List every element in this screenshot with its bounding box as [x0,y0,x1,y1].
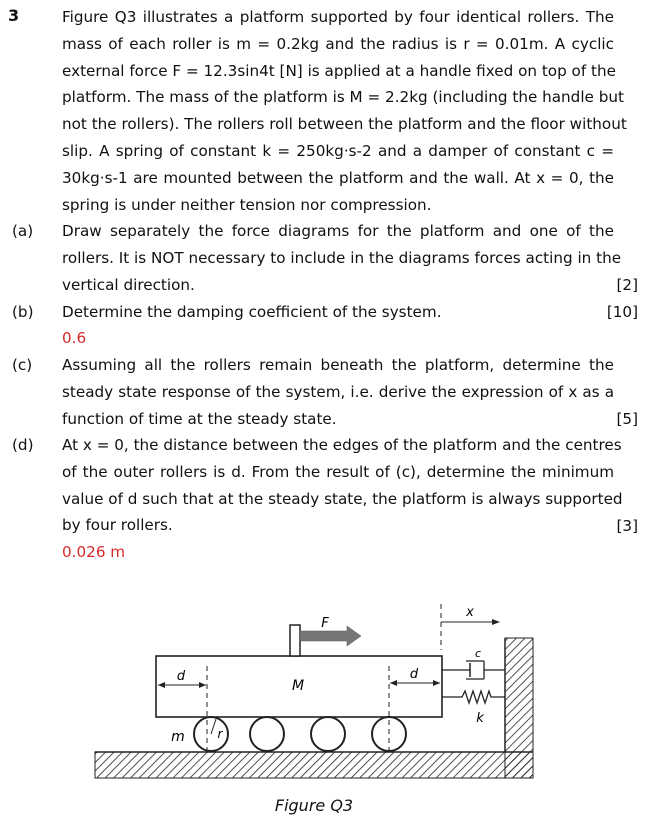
part-d-line: At x = 0, the distance between the edges of the platform and the centres [62,436,622,454]
part-d-line: of the outer rollers is d. From the result of (c), determine the minimum [62,462,614,481]
question-number: 3 [8,6,20,25]
part-c-line: Assuming all the rollers remain beneath the platform, determine the [62,356,614,374]
part-b-marks: [10] [606,303,638,321]
question-stem [62,4,627,218]
spring-label: k [476,711,484,726]
figure-q3 [0,590,658,795]
floor [95,752,533,778]
part-b-line: Determine the damping coefficient of the system. [62,303,442,321]
part-d-marks: [3] [616,517,638,535]
platform-mass-label: M [291,678,305,694]
stem-line: 30kg·s-1 are mounted between the platform and the wall. At x = 0, the [62,168,614,187]
part-d-line: value of d such that at the steady state, the platform is always supported [62,489,623,508]
wall [505,638,533,778]
part-a-line: Draw separately the force diagrams for the platform and one of the [62,222,614,240]
part-c-line: steady state response of the system, i.e. derive the expression of x as a [62,382,614,401]
part-b-text [62,299,614,326]
roller [250,717,284,751]
part-b-label: (b) [12,303,34,321]
part-a-label: (a) [12,222,34,240]
part-c-line: function of time at the steady state. [62,409,337,428]
part-d-text [62,432,623,539]
part-d-label: (d) [12,436,34,454]
figure-caption: Figure Q3 [274,796,354,815]
part-a-line: vertical direction. [62,275,195,294]
force-arrow [300,626,361,646]
stem-line: mass of each roller is m = 0.2kg and the radius is r = 0.01m. A cyclic [62,34,614,53]
part-c-marks: [5] [616,410,638,428]
part-d-line: by four rollers. [62,516,173,535]
roller-mass-label: m [171,729,185,745]
part-b-answer: 0.6 [62,329,87,347]
stem-line: Figure Q3 illustrates a platform supported by four identical rollers. The [62,8,614,26]
spring [442,691,505,703]
stem-line: platform. The mass of the platform is M = 2.2kg (including the handle but [62,88,624,107]
stem-line: slip. A spring of constant k = 250kg·s-2 and a damper of constant c = [62,141,614,160]
radius-label: r [217,727,223,741]
handle [290,625,300,656]
part-d-answer: 0.026 m [62,543,126,561]
x-label: x [466,605,474,620]
stem-line: external force F = 12.3sin4t [N] is applied at a handle fixed on top of the [62,61,616,80]
damper [442,661,505,679]
part-c-text [62,352,614,432]
part-a-text [62,218,622,298]
right-d-label: d [409,667,419,682]
part-a-marks: [2] [616,276,638,294]
roller [311,717,345,751]
part-c-label: (c) [12,356,33,374]
force-label: F [321,616,329,631]
part-a-line: rollers. It is NOT necessary to include in the diagrams forces acting in the [62,248,622,267]
left-d-label: d [176,669,186,684]
stem-line: not the rollers). The rollers roll between the platform and the floor without [62,115,627,134]
stem-line: spring is under neither tension nor compression. [62,195,432,214]
damper-label: c [474,647,482,660]
